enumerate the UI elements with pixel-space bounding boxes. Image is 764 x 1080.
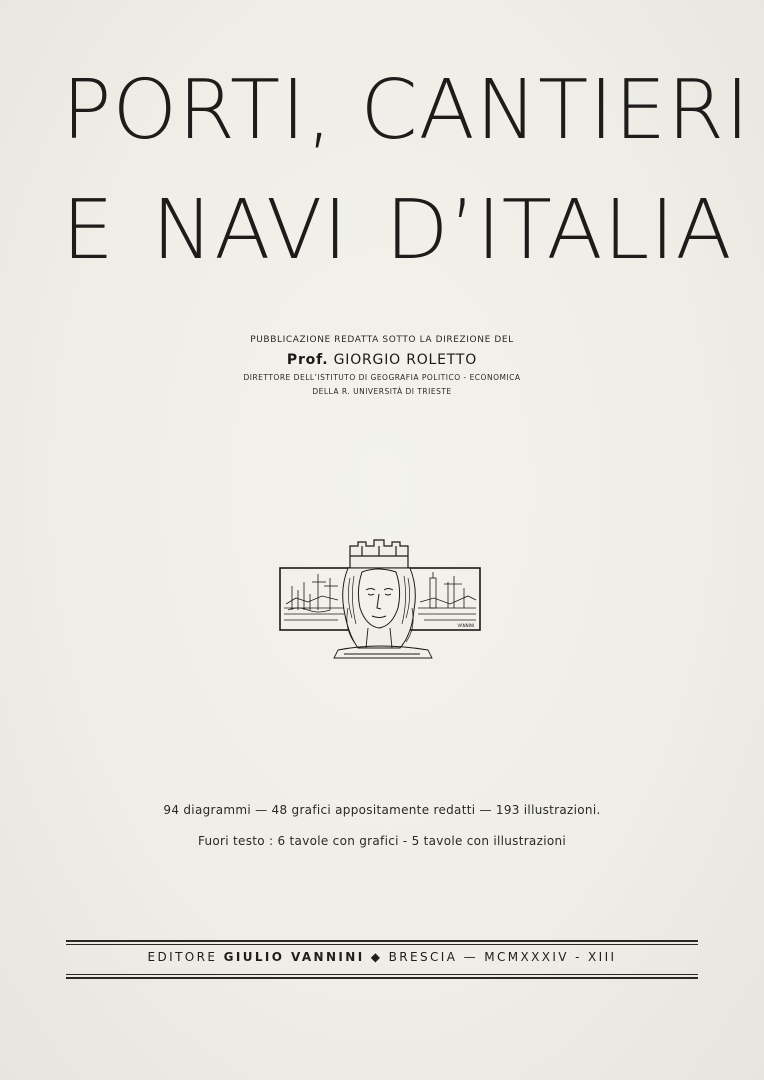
top-rule-thick: [66, 940, 698, 942]
publisher-line: [66, 950, 698, 964]
affiliation-line-1: DIRETTORE DELL’ISTITUTO DI GEOGRAFIA POLITICO - ECONOMICA: [243, 373, 521, 382]
bottom-rule-thick: [66, 977, 698, 979]
publisher-city: BRESCIA: [388, 950, 458, 964]
bottom-rule-thin: [66, 974, 698, 975]
subtitle-block: [0, 331, 764, 399]
title-line-1: PORTI, CANTIERI: [62, 63, 751, 158]
title-line-2: E NAVI D’ITALIA: [62, 183, 733, 278]
publisher-name: GIULIO VANNINI: [223, 950, 365, 964]
publisher-label: EDITORE: [147, 950, 218, 964]
publisher-dash: —: [463, 950, 478, 964]
emblem-artist-mark: VANNINI: [457, 623, 474, 628]
author-name: GIORGIO ROLETTO: [333, 352, 478, 368]
affiliation-line-2: DELLA R. UNIVERSITÀ DI TRIESTE: [312, 387, 452, 396]
author-line: [0, 349, 764, 371]
top-rule-thin: [66, 944, 698, 945]
diamond-separator-icon: ◆: [370, 950, 383, 964]
subtitle-intro: PUBBLICAZIONE REDATTA SOTTO LA DIREZIONE DEL: [250, 335, 514, 345]
stats-line-1: 94 diagrammi — 48 grafici appositamente redatti — 193 illustrazioni.: [163, 803, 601, 817]
author-prefix: Prof.: [286, 352, 329, 368]
stats-line-2: Fuori testo : 6 tavole con grafici - 5 tavole con illustrazioni: [197, 834, 567, 848]
crowned-head-harbor-emblem-icon: [278, 538, 482, 662]
publisher-year: MCMXXXIV - XIII: [484, 950, 617, 964]
